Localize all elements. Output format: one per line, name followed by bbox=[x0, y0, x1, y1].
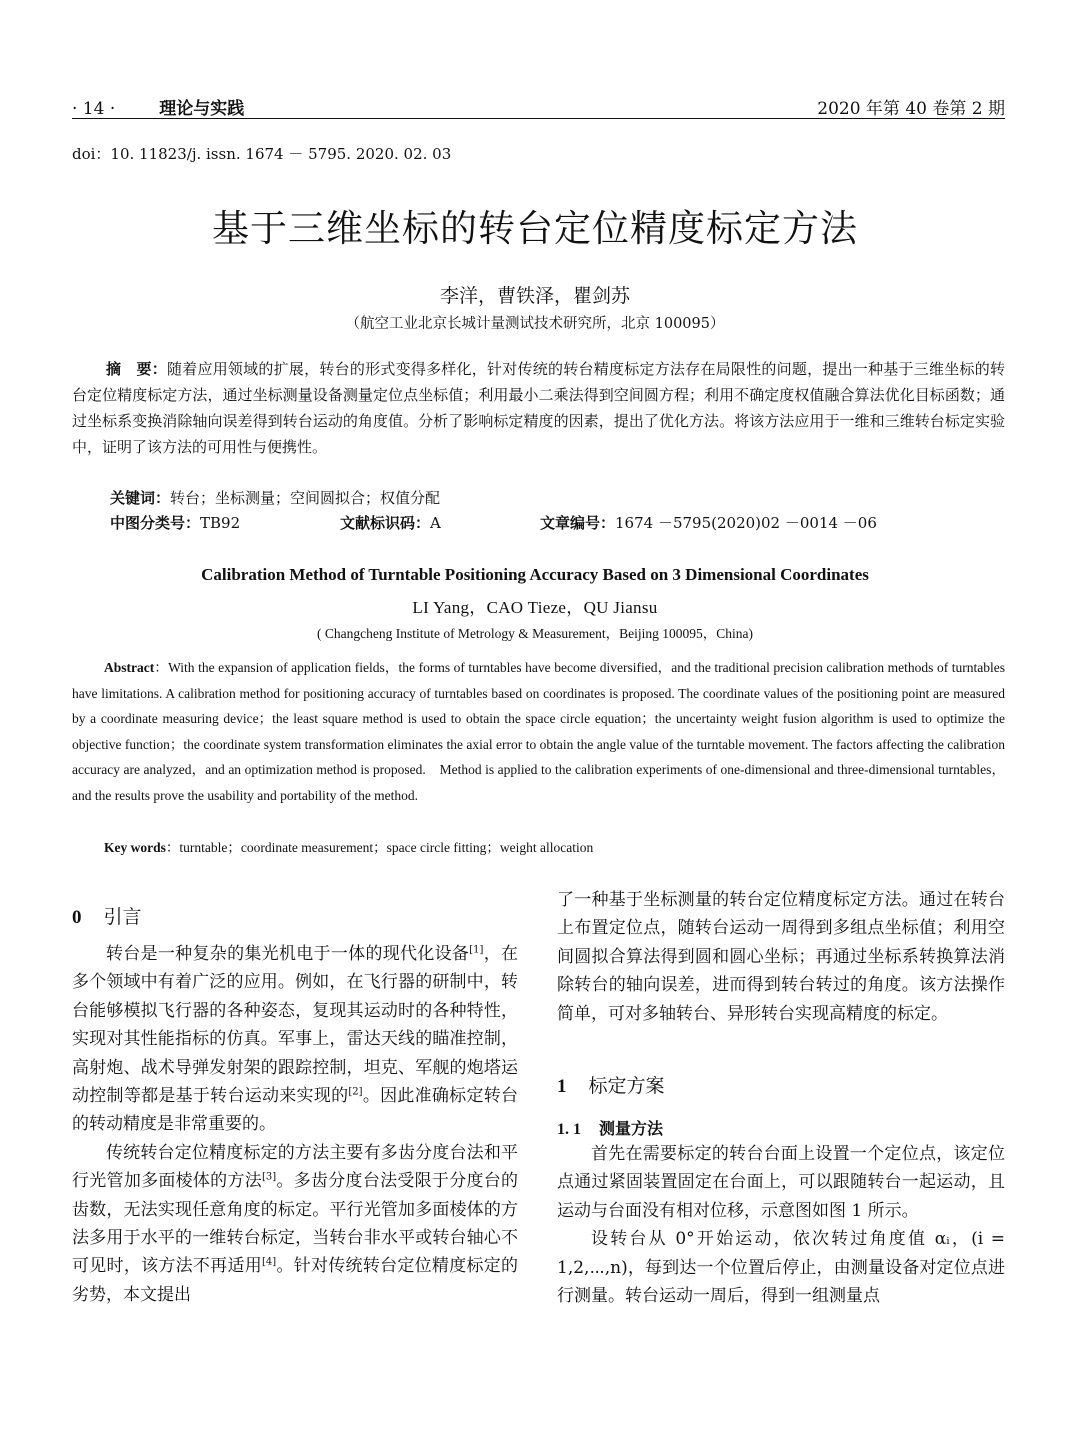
left-column-body bbox=[72, 940, 518, 1309]
english-abstract-text: ：With the expansion of application fields，the forms of turntables have become diversified，and the traditional precision calibration methods of turntables have limitations. A calibration method for positioning accuracy of turntables based on coordinates is proposed. The coordinate values of the positioning point are measured by a coordinate measuring device；the least square method is used to obtain the space circle equation；the uncertainty weight fusion algorithm is used to optimize the objective function；the coordinate system transformation eliminates the axial error to obtain the angle value of the turntable movement. The factors affecting the calibration accuracy are analyzed，and an optimization method is proposed. Method is applied to the calibration experiments of one-dimensional and three-dimensional turntables，and the results prove the usability and portability of the method. bbox=[72, 660, 1005, 803]
intro-paragraph-2 bbox=[72, 1139, 518, 1309]
clc-label: 中图分类号： bbox=[110, 514, 201, 532]
article-no-value: 1674 －5795(2020)02 －0014 －06 bbox=[615, 514, 877, 532]
paper-title: 基于三维坐标的转台定位精度标定方法 bbox=[212, 207, 858, 250]
method-paragraph-2: 设转台从 0°开始运动，依次转过角度值 αᵢ，(i = 1,2,⋯,n)，每到达一个位置后停止，由测量设备对定位点进行测量。转台运动一周后，得到一组测量点 bbox=[557, 1229, 1005, 1307]
section-0-heading bbox=[72, 902, 518, 929]
citation-1: [1] bbox=[469, 944, 484, 956]
intro-p2-text-b: 。多齿分度台法受限于分度台的齿数，无法实现任意角度的标定。平行光管加多面棱体的方法多用于水平的一维转台标定，当转台非水平或转台轴心不可见时，该方法不再适用 bbox=[72, 1171, 519, 1277]
doc-code-label: 文献标识码： bbox=[340, 514, 431, 532]
section-1-title: 标定方案 bbox=[588, 1075, 665, 1097]
section-0-number: 0 bbox=[72, 907, 82, 928]
authors: 李洋，曹铁泽，瞿剑苏 bbox=[439, 285, 630, 307]
english-keywords-text: ：turntable；coordinate measurement；space circle fitting；weight allocation bbox=[165, 840, 594, 855]
intro-p2-text-c: 。针对传统转台定位精度标定的劣势，本文提出 bbox=[72, 1256, 519, 1305]
header-rule bbox=[72, 118, 1005, 119]
abstract-cn-label: 摘 要： bbox=[106, 360, 167, 378]
method-paragraph-1: 首先在需要标定的转台台面上设置一个定位点，该定位点通过紧固装置固定在台面上，可以跟随转台一起运动，且运动与台面没有相对位移，示意图如图 1 所示。 bbox=[557, 1144, 1005, 1221]
article-no-label: 文章编号： bbox=[540, 514, 616, 532]
intro-paragraph-1 bbox=[72, 940, 518, 1139]
clc-value: TB92 bbox=[200, 514, 241, 532]
english-abstract bbox=[72, 655, 1005, 809]
right-column-body bbox=[557, 886, 1005, 1028]
intro-p1-text-a: 转台是一种复杂的集光机电于一体的现代化设备 bbox=[106, 944, 470, 964]
keywords-cn bbox=[110, 487, 440, 508]
section-1-1-number: 1. 1 bbox=[557, 1121, 581, 1138]
section-label: 理论与实践 bbox=[159, 99, 245, 119]
intro-p2-text-a: 传统转台定位精度标定的方法主要有多齿分度台法和平行光管加多面棱体的方法 bbox=[72, 1142, 518, 1192]
section-0-title: 引言 bbox=[103, 906, 142, 928]
keywords-cn-label: 关键词： bbox=[110, 489, 171, 507]
running-header-left bbox=[72, 94, 244, 119]
citation-3: [3] bbox=[262, 1171, 277, 1183]
affiliation: （航空工业北京长城计量测试技术研究所，北京 100095） bbox=[345, 316, 725, 332]
doi: doi：10. 11823/j. issn. 1674 － 5795. 2020. 02. 03 bbox=[72, 145, 452, 163]
citation-4: [4] bbox=[262, 1256, 277, 1268]
english-abstract-label: Abstract bbox=[104, 660, 155, 675]
english-affiliation: ( Changcheng Institute of Metrology & Measurement，Beijing 100095，China) bbox=[316, 626, 754, 641]
english-title: Calibration Method of Turntable Positioning Accuracy Based on 3 Dimensional Coordinates bbox=[201, 565, 869, 584]
abstract-cn-text: 随着应用领域的扩展，转台的形式变得多样化，针对传统的转台精度标定方法存在局限性的问题，提出一种基于三维坐标的转台定位精度标定方法，通过坐标测量设备测量定位点坐标值；利用最小二乘法得到空间圆方程；利用不确定度权值融合算法优化目标函数；通过坐标系变换消除轴向误差得到转台运动的角度值。分析了影响标定精度的因素，提出了优化方法。将该方法应用于一维和三维转台标定实验中，证明了该方法的可用性与便携性。 bbox=[72, 360, 1005, 456]
keywords-cn-text: 转台；坐标测量；空间圆拟合；权值分配 bbox=[170, 489, 441, 507]
section-1-number: 1 bbox=[557, 1076, 567, 1097]
section-1-1-title: 测量方法 bbox=[599, 1119, 664, 1138]
page-number: · 14 · bbox=[72, 99, 116, 119]
section-1-1-heading bbox=[557, 1116, 1005, 1139]
english-keywords bbox=[104, 836, 593, 856]
section-1-heading bbox=[557, 1071, 1005, 1098]
intro-p1-text-c: 。因此准确标定转台的转动精度是非常重要的。 bbox=[72, 1086, 519, 1135]
section-1-1-body bbox=[557, 1140, 1005, 1310]
journal-issue: 2020 年第 40 卷第 2 期 bbox=[817, 99, 1005, 119]
english-authors: LI Yang，CAO Tieze，QU Jiansu bbox=[412, 598, 658, 617]
citation-2: [2] bbox=[348, 1086, 363, 1098]
intro-p1-text-b: ，在多个领域中有着广泛的应用。例如，在飞行器的研制中，转台能够模拟飞行器的各种姿态，复现其运动时的各种特性，实现对其性能指标的仿真。军事上，雷达天线的瞄准控制，高射炮、战术导弹发射架的跟踪控制，坦克、军舰的炮塔运动控制等都是基于转台运动来实现的 bbox=[72, 944, 518, 1107]
english-keywords-label: Key words bbox=[104, 840, 166, 855]
abstract-cn bbox=[72, 356, 1005, 460]
doc-code-value: A bbox=[430, 514, 441, 532]
intro-paragraph-3: 了一种基于坐标测量的转台定位精度标定方法。通过在转台上布置定位点，随转台运动一周得到多组点坐标值；利用空间圆拟合算法得到圆和圆心坐标；再通过坐标系转换算法消除转台的轴向误差，进而得到转台转过的角度。该方法操作简单，可对多轴转台、异形转台实现高精度的标定。 bbox=[557, 890, 1005, 1024]
